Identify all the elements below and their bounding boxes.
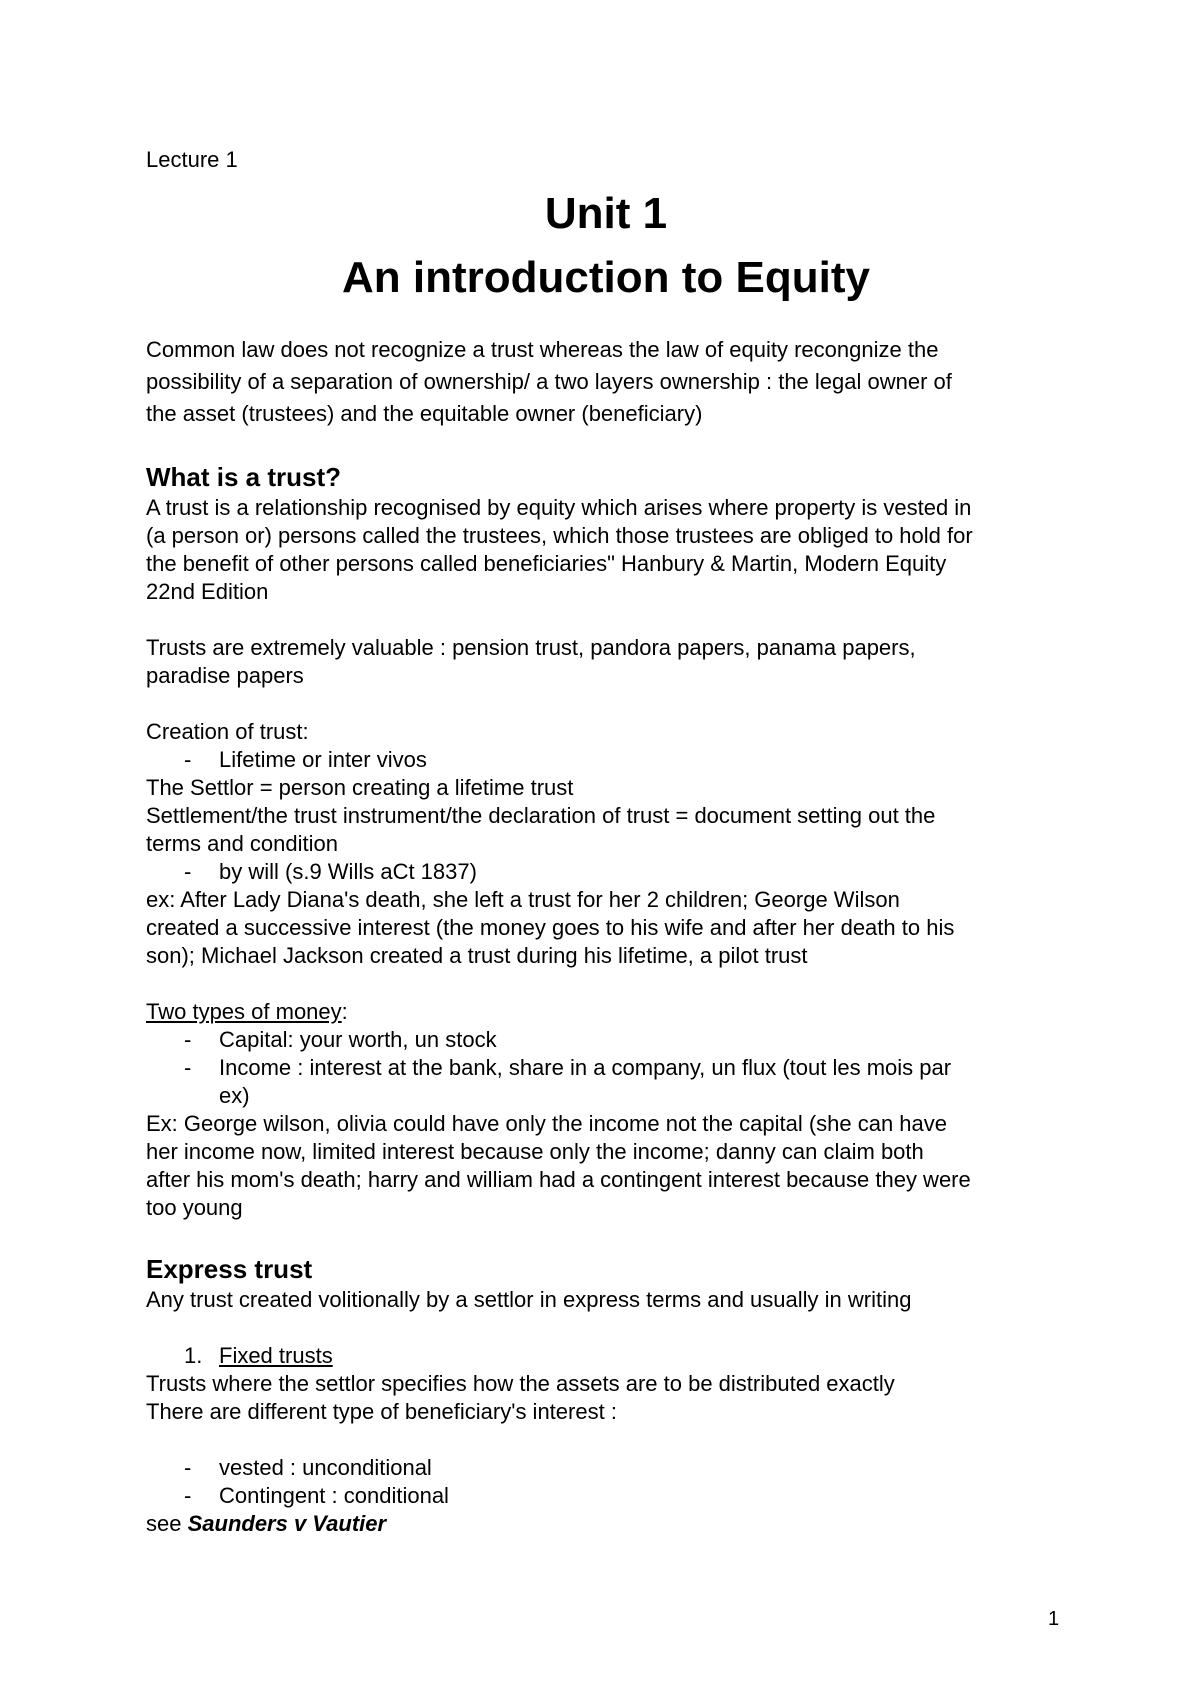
list-item: [146, 1454, 1066, 1482]
example-line: Ex: George wilson, olivia could have only the income not the capital (she can have: [146, 1111, 948, 1136]
definition-line: 22nd Edition: [146, 579, 269, 604]
see-case-line: [146, 1510, 1066, 1538]
list-item-text: vested : unconditional: [219, 1455, 432, 1480]
trust-definition: [146, 494, 1066, 606]
numbered-item: [146, 1342, 1066, 1370]
dash-bullet: -: [184, 859, 192, 884]
settlement-line: Settlement/the trust instrument/the declaration of trust = document setting out the: [146, 803, 936, 828]
settlor-line: The Settlor = person creating a lifetime trust: [146, 775, 574, 800]
document-page: [146, 146, 1066, 1538]
dash-bullet: -: [184, 1027, 192, 1052]
dash-bullet: -: [184, 747, 192, 772]
list-item-text: Contingent : conditional: [219, 1483, 449, 1508]
example-line: after his mom's death; harry and william had a contingent interest because they were: [146, 1167, 971, 1192]
unit-heading: Unit 1: [544, 189, 668, 238]
interest-types-line: There are different type of beneficiary's interest :: [146, 1399, 617, 1424]
list-item: [146, 746, 1066, 774]
creation-label: Creation of trust:: [146, 719, 309, 744]
list-item-text: ex): [219, 1083, 250, 1108]
page-number: 1: [1048, 1608, 1060, 1630]
document-title: An introduction to Equity: [342, 253, 870, 302]
see-text: see: [146, 1511, 188, 1536]
intro-line: the asset (trustees) and the equitable owner (beneficiary): [146, 401, 703, 426]
example-line: her income now, limited interest because only the income; danny can claim both: [146, 1139, 924, 1164]
dash-bullet: -: [184, 1055, 192, 1080]
list-item-text: Capital: your worth, un stock: [219, 1027, 497, 1052]
example-line: ex: After Lady Diana's death, she left a trust for her 2 children; George Wilson: [146, 887, 900, 912]
definition-line: (a person or) persons called the trustees, which those trustees are obliged to hold for: [146, 523, 973, 548]
definition-line: A trust is a relationship recognised by equity which arises where property is vested in: [146, 495, 972, 520]
example-line: son); Michael Jackson created a trust during his lifetime, a pilot trust: [146, 943, 808, 968]
case-citation: Saunders v Vautier: [187, 1511, 387, 1536]
list-item: [146, 1054, 1066, 1110]
example-line: created a successive interest (the money goes to his wife and after her death to his: [146, 915, 955, 940]
valuable-paragraph: [146, 634, 1066, 690]
money-label-line: [146, 998, 1066, 1026]
section-heading-what-is-trust: What is a trust?: [146, 462, 342, 492]
valuable-line: paradise papers: [146, 663, 304, 688]
settlement-line: terms and condition: [146, 831, 338, 856]
valuable-line: Trusts are extremely valuable : pension trust, pandora papers, panama papers,: [146, 635, 916, 660]
item-number: 1.: [184, 1343, 203, 1368]
express-definition: Any trust created volitionally by a settlor in express terms and usually in writing: [146, 1287, 912, 1312]
list-item-text: by will (s.9 Wills aCt 1837): [219, 859, 477, 884]
intro-paragraph: [146, 334, 1066, 430]
list-item: [146, 858, 1066, 886]
money-label: Two types of money: [146, 999, 342, 1024]
dash-bullet: -: [184, 1483, 192, 1508]
money-section: [146, 998, 1066, 1222]
lecture-label: Lecture 1: [146, 147, 238, 172]
intro-line: Common law does not recognize a trust whereas the law of equity recongnize the: [146, 337, 939, 362]
fixed-trusts-definition: Trusts where the settlor specifies how the assets are to be distributed exactly: [146, 1371, 895, 1396]
definition-line: the benefit of other persons called beneficiaries" Hanbury & Martin, Modern Equity: [146, 551, 947, 576]
list-item-text: Income : interest at the bank, share in a company, un flux (tout les mois par: [219, 1055, 952, 1080]
dash-bullet: -: [184, 1455, 192, 1480]
creation-section: [146, 718, 1066, 970]
section-heading-express-trust: Express trust: [146, 1254, 313, 1284]
money-colon: :: [341, 999, 348, 1024]
list-item: [146, 1026, 1066, 1054]
example-line: too young: [146, 1195, 243, 1220]
intro-line: possibility of a separation of ownership/ a two layers ownership : the legal owner of: [146, 369, 952, 394]
fixed-trusts-label: Fixed trusts: [219, 1343, 333, 1368]
list-item: [146, 1482, 1066, 1510]
list-item-text: Lifetime or inter vivos: [219, 747, 427, 772]
